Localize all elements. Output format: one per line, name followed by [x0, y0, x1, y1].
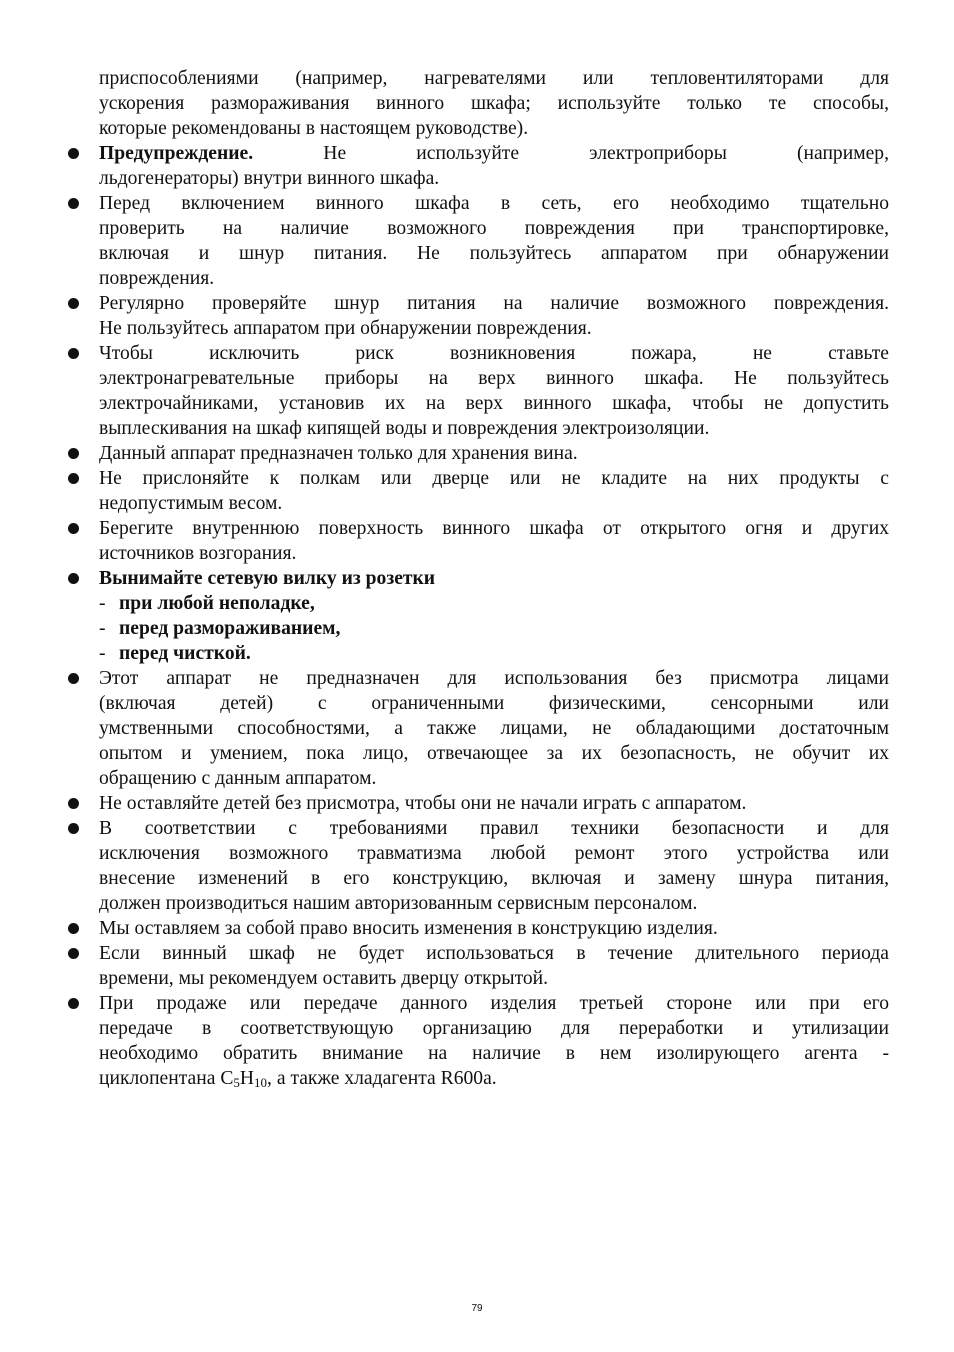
line-text: циклопентана $C_5H_{10}$, а также хладагента R600a.: [99, 1068, 497, 1090]
text-line: [0, 191, 954, 216]
line-text: недопустимым весом.: [99, 493, 283, 514]
line-text: Вынимайте сетевую вилку из розетки: [99, 568, 436, 589]
text-line: [0, 991, 954, 1016]
bullet-icon: [68, 448, 79, 459]
text-line: [0, 266, 954, 291]
line-text: проверить на наличие возможного повреждения при транспортировке,: [99, 218, 889, 239]
text-line: [0, 541, 954, 566]
line-text: Если винный шкаф не будет использоваться в течение длительного периода: [99, 943, 889, 964]
text-line: [0, 891, 954, 916]
line-text: Перед включением винного шкафа в сеть, его необходимо тщательно: [99, 193, 889, 214]
line-text: исключения возможного травматизма любой ремонт этого устройства или: [99, 843, 889, 864]
sub-item-text: перед размораживанием,: [119, 618, 341, 639]
text-line: [0, 591, 954, 616]
text-line: [0, 1066, 954, 1091]
line-text: Этот аппарат не предназначен для использования без присмотра лицами: [99, 668, 889, 689]
line-text: Предупреждение. Не используйте электроприборы (например,: [99, 143, 889, 164]
dash-marker: -: [99, 618, 106, 639]
text-line: [0, 291, 954, 316]
line-text: времени, мы рекомендуем оставить дверцу открытой.: [99, 968, 549, 989]
bullet-icon: [68, 148, 79, 159]
text-line: [0, 766, 954, 791]
text-line: [0, 941, 954, 966]
line-text: необходимо обратить внимание на наличие в нем изолирующего агента -: [99, 1043, 889, 1064]
line-text: обращению с данным аппаратом.: [99, 768, 377, 789]
text-line: [0, 866, 954, 891]
bullet-icon: [68, 673, 79, 684]
line-text: ускорения размораживания винного шкафа; используйте только те способы,: [99, 93, 889, 114]
text-line: [0, 491, 954, 516]
line-text: Берегите внутреннюю поверхность винного шкафа от открытого огня и других: [99, 518, 889, 539]
text-line: [0, 316, 954, 341]
text-line: [0, 216, 954, 241]
line-text: повреждения.: [99, 268, 215, 289]
dash-marker: -: [99, 593, 106, 614]
text-line: [0, 566, 954, 591]
text-line: [0, 791, 954, 816]
line-text: умственными способностями, а также лицами, не обладающими достаточным: [99, 718, 889, 739]
line-text: электронагревательные приборы на верх винного шкафа. Не пользуйтесь: [99, 368, 889, 389]
text-line: [0, 391, 954, 416]
text-line: [0, 516, 954, 541]
page-number: 79: [471, 1303, 483, 1314]
line-text: Регулярно проверяйте шнур питания на наличие возможного повреждения.: [99, 293, 889, 314]
text-line: [0, 841, 954, 866]
bullet-icon: [68, 473, 79, 484]
dash-marker: -: [99, 643, 106, 664]
bullet-icon: [68, 823, 79, 834]
text-line: [0, 916, 954, 941]
line-text: источников возгорания.: [99, 543, 297, 564]
text-line: [0, 116, 954, 141]
line-text: льдогенераторы) внутри винного шкафа.: [99, 168, 440, 189]
bullet-icon: [68, 948, 79, 959]
line-text: внесение изменений в его конструкцию, включая и замену шнура питания,: [99, 868, 889, 889]
line-text: В соответствии с требованиями правил техники безопасности и для: [99, 818, 889, 839]
text-line: [0, 166, 954, 191]
text-line: [0, 716, 954, 741]
text-line: [0, 366, 954, 391]
line-text: При продаже или передаче данного изделия третьей стороне или при его: [99, 993, 889, 1014]
sub-item-text: перед чисткой.: [119, 643, 251, 664]
line-text: Чтобы исключить риск возникновения пожара, не ставьте: [99, 343, 889, 364]
line-text: передаче в соответствующую организацию для переработки и утилизации: [99, 1018, 889, 1039]
safety-instructions-text: [0, 66, 954, 1091]
line-text: Не пользуйтесь аппаратом при обнаружении повреждения.: [99, 318, 592, 339]
text-line: [0, 1016, 954, 1041]
text-line: [0, 141, 954, 166]
text-line: [0, 741, 954, 766]
text-line: [0, 966, 954, 991]
text-line: [0, 641, 954, 666]
line-text: Не оставляйте детей без присмотра, чтобы они не начали играть с аппаратом.: [99, 793, 747, 814]
bullet-icon: [68, 573, 79, 584]
text-line: [0, 666, 954, 691]
bullet-icon: [68, 998, 79, 1009]
line-text: опытом и умением, пока лицо, отвечающее за их безопасность, не обучит их: [99, 743, 889, 764]
bullet-icon: [68, 298, 79, 309]
bullet-icon: [68, 198, 79, 209]
bullet-icon: [68, 523, 79, 534]
text-line: [0, 1041, 954, 1066]
text-line: [0, 91, 954, 116]
text-line: [0, 441, 954, 466]
line-text: Мы оставляем за собой право вносить изменения в конструкцию изделия.: [99, 918, 718, 939]
text-line: [0, 616, 954, 641]
line-text: включая и шнур питания. Не пользуйтесь аппаратом при обнаружении: [99, 243, 889, 264]
line-text: выплескивания на шкаф кипящей воды и повреждения электроизоляции.: [99, 418, 710, 439]
line-text: Не прислоняйте к полкам или дверце или не кладите на них продукты с: [99, 468, 889, 489]
text-line: [0, 691, 954, 716]
line-text: электрочайниками, установив их на верх винного шкафа, чтобы не допустить: [99, 393, 889, 414]
line-text: должен производиться нашим авторизованным сервисным персоналом.: [99, 893, 698, 914]
text-line: [0, 816, 954, 841]
bullet-icon: [68, 348, 79, 359]
bullet-icon: [68, 923, 79, 934]
line-text: Данный аппарат предназначен только для хранения вина.: [99, 443, 578, 464]
line-text: которые рекомендованы в настоящем руководстве).: [99, 118, 529, 139]
sub-item-text: при любой неполадке,: [119, 593, 315, 614]
line-text: (включая детей) с ограниченными физическими, сенсорными или: [99, 693, 889, 714]
text-line: [0, 341, 954, 366]
text-line: [0, 466, 954, 491]
text-line: [0, 416, 954, 441]
text-line: [0, 241, 954, 266]
bullet-icon: [68, 798, 79, 809]
text-line: [0, 66, 954, 91]
line-text: приспособлениями (например, нагревателями или тепловентиляторами для: [99, 68, 889, 89]
